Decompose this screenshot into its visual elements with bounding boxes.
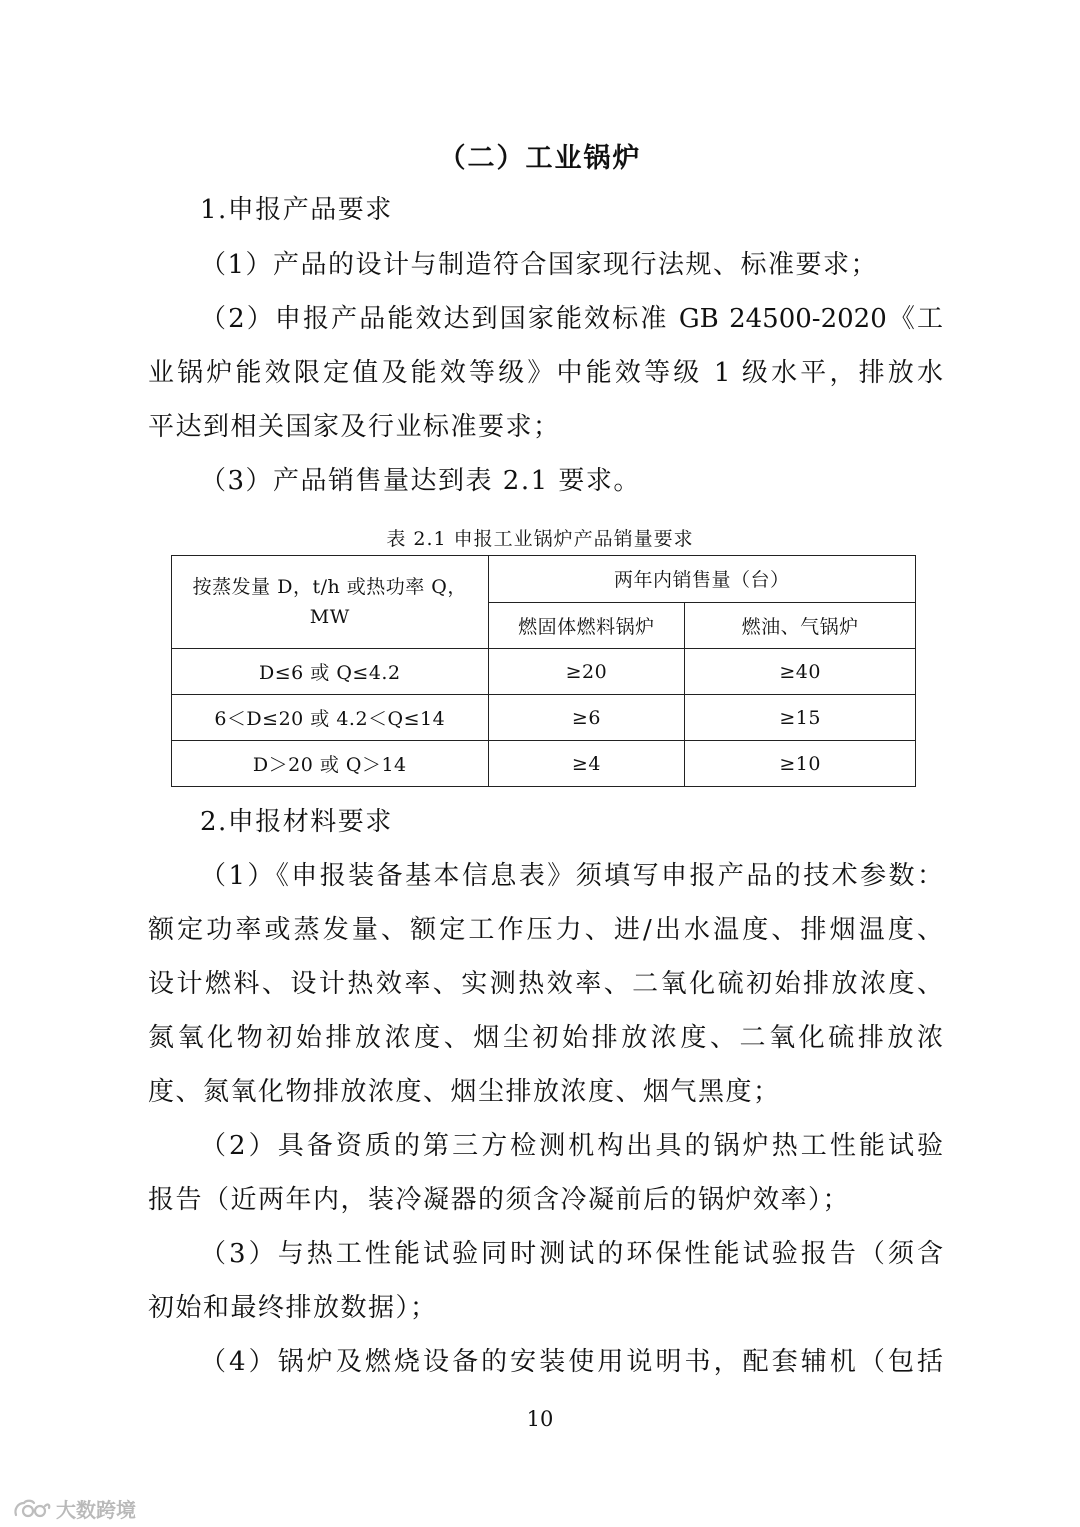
table-header-capacity-line-2: MW (309, 606, 350, 628)
material-item-3-line-2: 初始和最终排放数据）； (148, 1293, 438, 1323)
section-title: （二）工业锅炉 (438, 143, 642, 174)
material-item-1-line-1: （1）《申报装备基本信息表》须填写申报产品的技术参数： (200, 861, 943, 891)
requirement-item-3: （3）产品销售量达到表 2.1 要求。 (200, 466, 641, 496)
table-cell-range: D＞20 或 Q＞14 (172, 741, 489, 787)
requirement-item-2-line-1: （2）申报产品能效达到国家能效标准 GB 24500-2020《工 (200, 304, 943, 334)
requirement-item-1: （1）产品的设计与制造符合国家现行法规、标准要求； (200, 250, 879, 280)
table-header-oil-gas: 燃油、气锅炉 (685, 602, 916, 649)
material-item-2-line-1: （2）具备资质的第三方检测机构出具的锅炉热工性能试验 (200, 1131, 943, 1161)
table-cell-solid: ≥6 (488, 695, 685, 741)
table-row (172, 741, 916, 787)
table-cell-oil-gas: ≥10 (685, 741, 916, 787)
table-row (172, 695, 916, 741)
watermark-text: 大数跨境 (56, 1498, 136, 1522)
table-row (172, 649, 916, 695)
table-header-capacity-line-1: 按蒸发量 D，t/h 或热功率 Q， (192, 576, 467, 598)
sales-requirement-table (171, 555, 916, 787)
material-item-2-line-2: 报告（近两年内，装冷凝器的须含冷凝前后的锅炉效率）； (148, 1185, 851, 1215)
table-caption: 表 2.1 申报工业锅炉产品销量要求 (386, 528, 694, 550)
subsection-heading-1: 1.申报产品要求 (200, 195, 393, 225)
subsection-heading-2: 2.申报材料要求 (200, 807, 393, 837)
material-item-3-line-1: （3）与热工性能试验同时测试的环保性能试验报告（须含 (200, 1239, 943, 1269)
table-cell-solid: ≥4 (488, 741, 685, 787)
table-cell-oil-gas: ≥40 (685, 649, 916, 695)
requirement-item-2-line-2: 业锅炉能效限定值及能效等级》中能效等级 1 级水平，排放水 (148, 358, 943, 388)
material-item-1-line-3: 设计燃料、设计热效率、实测热效率、二氧化硫初始排放浓度、 (148, 969, 943, 999)
table-cell-oil-gas: ≥15 (685, 695, 916, 741)
table-cell-range: D≤6 或 Q≤4.2 (172, 649, 489, 695)
table-cell-solid: ≥20 (488, 649, 685, 695)
table-cell-range: 6＜D≤20 或 4.2＜Q≤14 (172, 695, 489, 741)
table-header-capacity (172, 556, 489, 649)
material-item-1-line-4: 氮氧化物初始排放浓度、烟尘初始排放浓度、二氧化硫排放浓 (148, 1023, 943, 1053)
table-header-sales: 两年内销售量（台） (488, 556, 915, 603)
watermark (12, 1494, 136, 1523)
material-item-1-line-5: 度、氮氧化物排放浓度、烟尘排放浓度、烟气黑度； (148, 1077, 781, 1107)
page-number: 10 (526, 1407, 554, 1431)
material-item-4-line-1: （4）锅炉及燃烧设备的安装使用说明书，配套辅机（包括 (200, 1347, 943, 1377)
watermark-logo-icon (12, 1497, 52, 1521)
requirement-item-2-line-3: 平达到相关国家及行业标准要求； (148, 412, 561, 442)
material-item-1-line-2: 额定功率或蒸发量、额定工作压力、进/出水温度、排烟温度、 (148, 915, 943, 945)
table-header-solid-fuel: 燃固体燃料锅炉 (488, 602, 685, 649)
